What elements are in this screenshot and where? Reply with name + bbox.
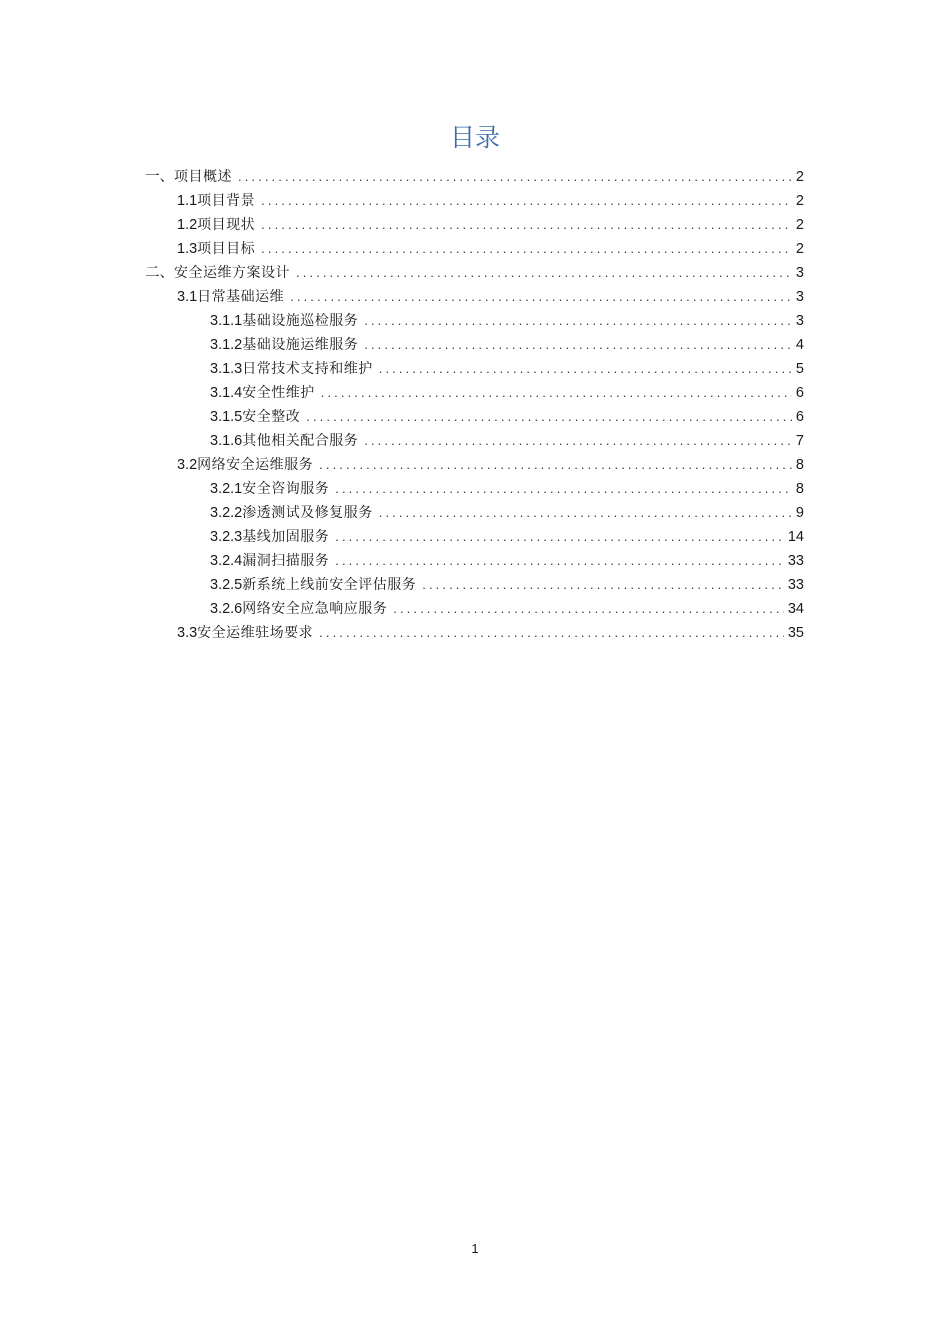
toc-entry-number: 3.1.1 — [210, 313, 243, 329]
toc-entry-label: 项目目标 — [197, 241, 256, 257]
toc-dot-leader — [321, 382, 792, 404]
toc-entry-page: 35 — [787, 625, 804, 641]
toc-dot-leader — [335, 550, 784, 572]
toc-entry-label: 网络安全应急响应服务 — [242, 601, 388, 617]
toc-entry-label: 渗透测试及修复服务 — [242, 505, 373, 521]
toc-entry[interactable] — [210, 406, 804, 428]
toc-entry[interactable] — [210, 382, 804, 404]
toc-entry[interactable] — [210, 574, 804, 596]
page-title: 目录 — [449, 123, 500, 152]
toc-entry[interactable] — [177, 190, 804, 212]
toc-entry-page: 14 — [787, 529, 804, 545]
page-number: 1 — [471, 1241, 479, 1256]
toc-dot-leader — [261, 190, 792, 212]
toc-entry-page: 4 — [795, 337, 804, 353]
toc-entry-number: 3.3 — [177, 625, 198, 641]
toc-entry-label: 其他相关配合服务 — [242, 433, 359, 449]
toc-entry-page: 33 — [787, 577, 804, 593]
toc-dot-leader — [364, 310, 792, 332]
toc-entry[interactable] — [177, 286, 804, 308]
toc-entry-number: 3.2.1 — [210, 481, 243, 497]
toc-entry[interactable] — [210, 310, 804, 332]
toc-entry-number: 1.1 — [177, 193, 198, 209]
toc-dot-leader — [379, 502, 792, 524]
toc-entry-page: 6 — [795, 385, 804, 401]
toc-entry-page: 2 — [795, 241, 804, 257]
toc-entry-page: 8 — [795, 481, 804, 497]
toc-entry-page: 3 — [795, 289, 804, 305]
toc-entry-label: 安全运维驻场要求 — [197, 625, 314, 641]
toc-entry-label: 安全整改 — [242, 409, 301, 425]
toc-entry-number: 1.2 — [177, 217, 198, 233]
toc-entry-page: 6 — [795, 409, 804, 425]
toc-dot-leader — [364, 334, 792, 356]
toc-entry[interactable] — [210, 550, 804, 572]
toc-entry-label: 安全运维方案设计 — [174, 265, 290, 281]
toc-dot-leader — [261, 214, 792, 236]
toc-entry[interactable] — [177, 238, 804, 260]
toc-entry-page: 2 — [795, 217, 804, 233]
toc-entry[interactable] — [210, 358, 804, 380]
toc-dot-leader — [319, 454, 792, 476]
toc-dot-leader — [261, 238, 792, 260]
toc-entry-number: 3.2.6 — [210, 601, 243, 617]
toc-dot-leader — [306, 406, 792, 428]
toc-entry-page: 2 — [795, 169, 804, 185]
toc-entry[interactable] — [177, 622, 804, 644]
toc-entry[interactable] — [210, 598, 804, 620]
toc-entry-label: 漏洞扫描服务 — [242, 553, 330, 569]
toc-entry-label: 项目概述 — [174, 169, 232, 185]
toc-entry-number: 3.1.5 — [210, 409, 243, 425]
toc-entry-label: 项目现状 — [197, 217, 256, 233]
toc-entry-number: 3.2.2 — [210, 505, 243, 521]
toc-entry-page: 3 — [795, 265, 804, 281]
toc-entry-number: 1.3 — [177, 241, 198, 257]
toc-entry-page: 9 — [795, 505, 804, 521]
toc-entry-label: 网络安全运维服务 — [197, 457, 314, 473]
toc-entry-number: 3.1.2 — [210, 337, 243, 353]
toc-entry-number: 3.2.4 — [210, 553, 243, 569]
toc-entry-label: 日常基础运维 — [197, 289, 285, 305]
toc-entry-number: 3.1 — [177, 289, 198, 305]
toc-entry-number: 3.2.5 — [210, 577, 243, 593]
toc-dot-leader — [379, 358, 792, 380]
toc-entry[interactable] — [145, 166, 804, 188]
toc-entry-number: 3.1.3 — [210, 361, 243, 377]
toc-dot-leader — [364, 430, 792, 452]
toc-entry-label: 基础设施巡检服务 — [242, 313, 359, 329]
toc-entry-number: 一、 — [145, 169, 174, 185]
toc-entry-number: 3.2 — [177, 457, 198, 473]
toc-entry-number: 3.2.3 — [210, 529, 243, 545]
toc-entry-label: 日常技术支持和维护 — [242, 361, 373, 377]
toc-dot-leader — [319, 622, 784, 644]
toc-entry-page: 7 — [795, 433, 804, 449]
toc-entry-number: 二、 — [145, 265, 174, 281]
toc-entry-label: 基线加固服务 — [242, 529, 330, 545]
toc-entry[interactable] — [177, 214, 804, 236]
toc-dot-leader — [393, 598, 784, 620]
toc-entry-page: 34 — [787, 601, 804, 617]
toc-entry-page: 5 — [795, 361, 804, 377]
toc-entry-label: 项目背景 — [197, 193, 256, 209]
toc-entry-page: 2 — [795, 193, 804, 209]
toc-dot-leader — [335, 526, 784, 548]
toc-dot-leader — [296, 262, 792, 284]
toc-entry-label: 基础设施运维服务 — [242, 337, 359, 353]
toc-entry-page: 33 — [787, 553, 804, 569]
toc-entry[interactable] — [145, 262, 804, 284]
toc-entry-page: 3 — [795, 313, 804, 329]
toc-entry-label: 新系统上线前安全评估服务 — [242, 577, 417, 593]
toc-entry[interactable] — [210, 478, 804, 500]
toc-entry-label: 安全咨询服务 — [242, 481, 330, 497]
toc-entry[interactable] — [210, 430, 804, 452]
toc-entry[interactable] — [177, 454, 804, 476]
toc-dot-leader — [422, 574, 784, 596]
toc-dot-leader — [290, 286, 792, 308]
toc-dot-leader — [238, 166, 792, 188]
toc-entry[interactable] — [210, 334, 804, 356]
toc-entry-number: 3.1.4 — [210, 385, 243, 401]
toc-dot-leader — [335, 478, 792, 500]
toc-entry-number: 3.1.6 — [210, 433, 243, 449]
toc-entry-page: 8 — [795, 457, 804, 473]
toc-entry-label: 安全性维护 — [242, 385, 315, 401]
toc-entry[interactable] — [210, 526, 804, 548]
toc-entry[interactable] — [210, 502, 804, 524]
